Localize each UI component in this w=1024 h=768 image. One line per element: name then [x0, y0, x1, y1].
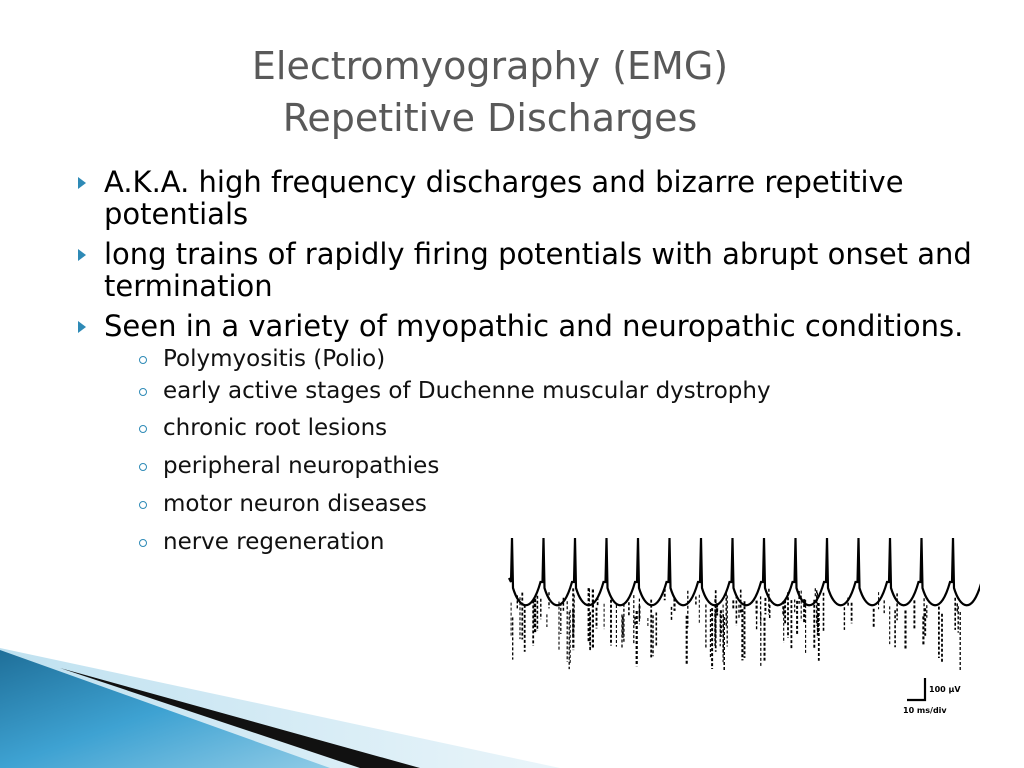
- calibration-scale-bar: [903, 678, 961, 715]
- bullet-list: [72, 166, 972, 573]
- bullet-text: A.K.A. high frequency discharges and bizarre repetitive potentials: [104, 165, 904, 231]
- title-line-1: Electromyography (EMG): [251, 44, 729, 88]
- sub-bullet-item: [104, 344, 972, 376]
- bullet-item: [72, 310, 972, 565]
- title-line-2: Repetitive Discharges: [282, 96, 698, 140]
- slide-title: [150, 40, 830, 144]
- emg-waveform: [509, 538, 980, 670]
- triangle-bullet-icon: [78, 177, 86, 189]
- bullet-text: Seen in a variety of myopathic and neuropathic conditions.: [104, 309, 964, 343]
- sub-bullet-item: [104, 489, 972, 527]
- circle-bullet-icon: [139, 388, 147, 396]
- amplitude-scale-label: 100 µV: [929, 685, 961, 694]
- bullet-text: long trains of rapidly firing potentials with abrupt onset and termination: [104, 237, 972, 303]
- sub-bullet-text: motor neuron diseases: [163, 491, 427, 517]
- bullet-item: [72, 166, 972, 230]
- sub-bullet-text: chronic root lesions: [163, 415, 388, 441]
- triangle-bullet-icon: [78, 321, 86, 333]
- triangle-bullet-icon: [78, 249, 86, 261]
- sub-bullet-text: peripheral neuropathies: [163, 453, 440, 479]
- sub-bullet-item: [104, 413, 972, 451]
- circle-bullet-icon: [139, 425, 147, 433]
- decorative-corner-graphic: [0, 640, 560, 768]
- sub-bullet-text: Polymyositis (Polio): [163, 346, 386, 372]
- sub-bullet-text: early active stages of Duchenne muscular dystrophy: [163, 378, 771, 404]
- sub-bullet-item: [104, 376, 972, 413]
- circle-bullet-icon: [139, 501, 147, 509]
- circle-bullet-icon: [139, 463, 147, 471]
- circle-bullet-icon: [139, 539, 147, 547]
- circle-bullet-icon: [139, 356, 147, 364]
- emg-trace-figure: [505, 530, 980, 725]
- sub-bullet-item: [104, 451, 972, 489]
- bullet-item: [72, 238, 972, 302]
- time-scale-label: 10 ms/div: [903, 706, 947, 715]
- sub-bullet-text: nerve regeneration: [163, 529, 385, 555]
